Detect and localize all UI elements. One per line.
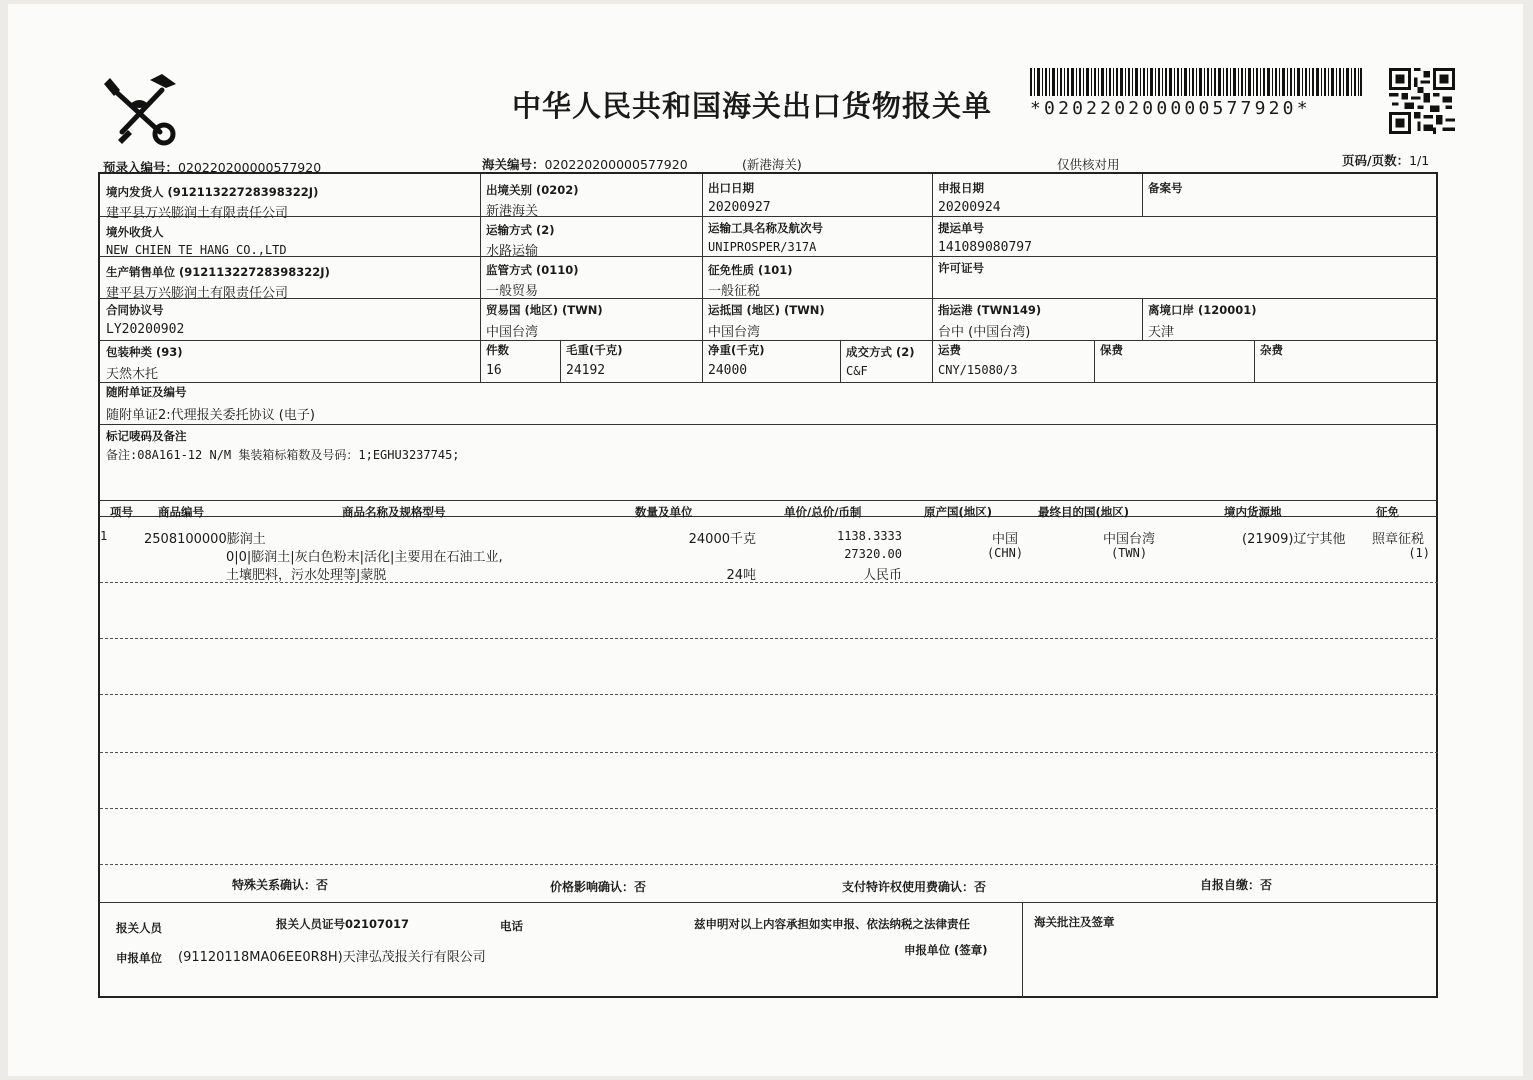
royalty-confirm: 支付特许权使用费确认：否 <box>842 880 987 894</box>
customs-office: (新港海关) <box>742 157 802 172</box>
declare-date-value: 20200924 <box>938 200 1001 215</box>
declare-date-label: 申报日期 <box>938 181 984 195</box>
goods-header-hs-code: 商品编号 <box>158 505 204 519</box>
pre-entry-number: 预录入编号：020220200000577920 <box>103 160 322 175</box>
pieces-value: 16 <box>486 363 502 378</box>
misc-fee-label: 杂费 <box>1260 343 1283 357</box>
dest-port-value: 台中 (中国台湾) <box>938 325 1031 340</box>
self-pay-confirm: 自报自缴：否 <box>1200 878 1273 892</box>
insurance-label: 保费 <box>1100 343 1123 357</box>
price-impact-confirm: 价格影响确认：否 <box>550 880 647 894</box>
special-relation-confirm: 特殊关系确认：否 <box>232 878 329 892</box>
pieces-label: 件数 <box>486 343 509 357</box>
net-weight-value: 24000 <box>708 363 748 378</box>
shipper-label: 境内发货人 (91211322728398322J) <box>106 185 319 199</box>
declaration-form <box>98 172 1438 998</box>
goods-qty-secondary: 24吨 <box>726 568 756 583</box>
declarant-cert: 报关人员证号02107017 <box>276 917 410 931</box>
consignee-value: NEW CHIEN TE HANG CO.,LTD <box>106 243 287 257</box>
producer-label: 生产销售单位 (91211322728398322J) <box>106 265 330 279</box>
exit-port-label: 离境口岸 (120001) <box>1148 303 1257 317</box>
goods-levy: 照章征税 <box>1372 532 1425 547</box>
customs-emblem-logo <box>100 70 182 148</box>
license-label: 许可证号 <box>938 261 984 275</box>
goods-header-name-spec: 商品名称及规格型号 <box>342 505 446 519</box>
export-date-label: 出口日期 <box>708 181 754 195</box>
page-count: 页码/页数：1/1 <box>1342 153 1430 168</box>
marks-label: 标记唛码及备注 <box>106 429 187 443</box>
vessel-value: UNIPROSPER/317A <box>708 240 817 254</box>
contract-value: LY20200902 <box>106 322 185 337</box>
barcode-image <box>1030 68 1362 96</box>
net-weight-label: 净重(千克) <box>708 343 765 357</box>
customs-approval-label: 海关批注及签章 <box>1034 915 1115 929</box>
agent-value: (91120118MA06EE0R8H)天津弘茂报关行有限公司 <box>178 950 486 965</box>
export-date-value: 20200927 <box>708 200 771 215</box>
goods-total-price: 27320.00 <box>844 547 902 561</box>
goods-header-price: 单价/总价/币制 <box>784 505 862 519</box>
gross-weight-label: 毛重(千克) <box>566 343 623 357</box>
levy-label: 征免性质 (101) <box>708 263 793 277</box>
barcode-number: *020220200000577920* <box>1030 98 1311 119</box>
bl-value: 141089080797 <box>938 240 1032 255</box>
docs-value: 随附单证2:代理报关委托协议 (电子) <box>106 408 315 423</box>
qr-code-image <box>1386 68 1458 134</box>
trade-country-label: 贸易国 (地区) (TWN) <box>486 303 603 317</box>
exit-customs-label: 出境关别 (0202) <box>486 183 579 197</box>
agent-seal-label: 申报单位 (签章) <box>904 943 988 957</box>
marks-value: 备注:08A161-12 N/M 集装箱标箱数及号码：1;EGHU3237745; <box>106 448 460 462</box>
goods-header-item-no: 项号 <box>110 505 133 519</box>
goods-levy-code: (1) <box>1408 546 1430 560</box>
goods-header-source: 境内货源地 <box>1224 505 1282 519</box>
goods-header-origin: 原产国(地区) <box>924 505 993 519</box>
goods-header-quantity: 数量及单位 <box>635 505 693 519</box>
consignee-label: 境外收货人 <box>106 225 164 239</box>
goods-origin: 中国 <box>991 532 1018 547</box>
dest-country-label: 运抵国 (地区) (TWN) <box>708 303 825 317</box>
exit-customs-value: 新港海关 <box>486 204 539 219</box>
legal-statement: 兹申明对以上内容承担如实申报、依法纳税之法律责任 <box>694 917 970 931</box>
goods-origin-code: (CHN) <box>986 546 1024 560</box>
trade-country-value: 中国台湾 <box>486 325 539 340</box>
levy-value: 一般征税 <box>708 284 761 299</box>
goods-currency: 人民币 <box>862 568 902 583</box>
freight-value: CNY/15080/3 <box>938 363 1018 377</box>
goods-header-final-dest: 最终目的国(地区) <box>1038 505 1130 519</box>
package-value: 天然木托 <box>106 367 159 382</box>
record-no-label: 备案号 <box>1148 181 1183 195</box>
goods-header-levy: 征免 <box>1376 505 1399 519</box>
terms-value: C&F <box>846 364 868 378</box>
supervision-value: 一般贸易 <box>486 284 539 299</box>
terms-label: 成交方式 (2) <box>846 345 915 359</box>
transport-mode-label: 运输方式 (2) <box>486 223 555 237</box>
goods-hs-code-name: 2508100000膨润土 <box>144 532 266 547</box>
check-only-note: 仅供核对用 <box>1057 157 1120 172</box>
gross-weight-value: 24192 <box>566 363 606 378</box>
goods-source: (21909)辽宁其他 <box>1242 532 1346 547</box>
package-label: 包装种类 (93) <box>106 345 183 359</box>
contract-label: 合同协议号 <box>106 303 164 317</box>
transport-mode-value: 水路运输 <box>486 244 539 259</box>
page-title: 中华人民共和国海关出口货物报关单 <box>512 89 993 123</box>
vessel-label: 运输工具名称及航次号 <box>708 221 823 235</box>
goods-item-no: 1 <box>100 529 108 543</box>
supervision-label: 监管方式 (0110) <box>486 263 579 277</box>
exit-port-value: 天津 <box>1148 325 1175 340</box>
shipper-value: 建平县万兴膨润土有限责任公司 <box>106 206 289 221</box>
goods-qty-primary: 24000千克 <box>688 532 756 547</box>
phone-label: 电话 <box>500 919 523 933</box>
bl-label: 提运单号 <box>938 221 984 235</box>
freight-label: 运费 <box>938 343 961 357</box>
producer-value: 建平县万兴膨润土有限责任公司 <box>106 286 289 301</box>
dest-country-value: 中国台湾 <box>708 325 761 340</box>
goods-spec-line1: 0|0|膨润土|灰白色粉末|活化|主要用在石油工业, <box>226 550 503 565</box>
customs-number: 海关编号：020220200000577920 <box>482 157 688 172</box>
docs-label: 随附单证及编号 <box>106 385 187 399</box>
goods-unit-price: 1138.3333 <box>836 529 902 543</box>
declarant-label: 报关人员 <box>116 921 162 935</box>
dest-port-label: 指运港 (TWN149) <box>938 303 1042 317</box>
goods-final-dest-code: (TWN) <box>1110 546 1148 560</box>
goods-spec-line2: 土壤肥料，污水处理等|蒙脱 <box>226 568 387 583</box>
goods-final-dest: 中国台湾 <box>1102 532 1155 547</box>
agent-label: 申报单位 <box>116 951 162 965</box>
